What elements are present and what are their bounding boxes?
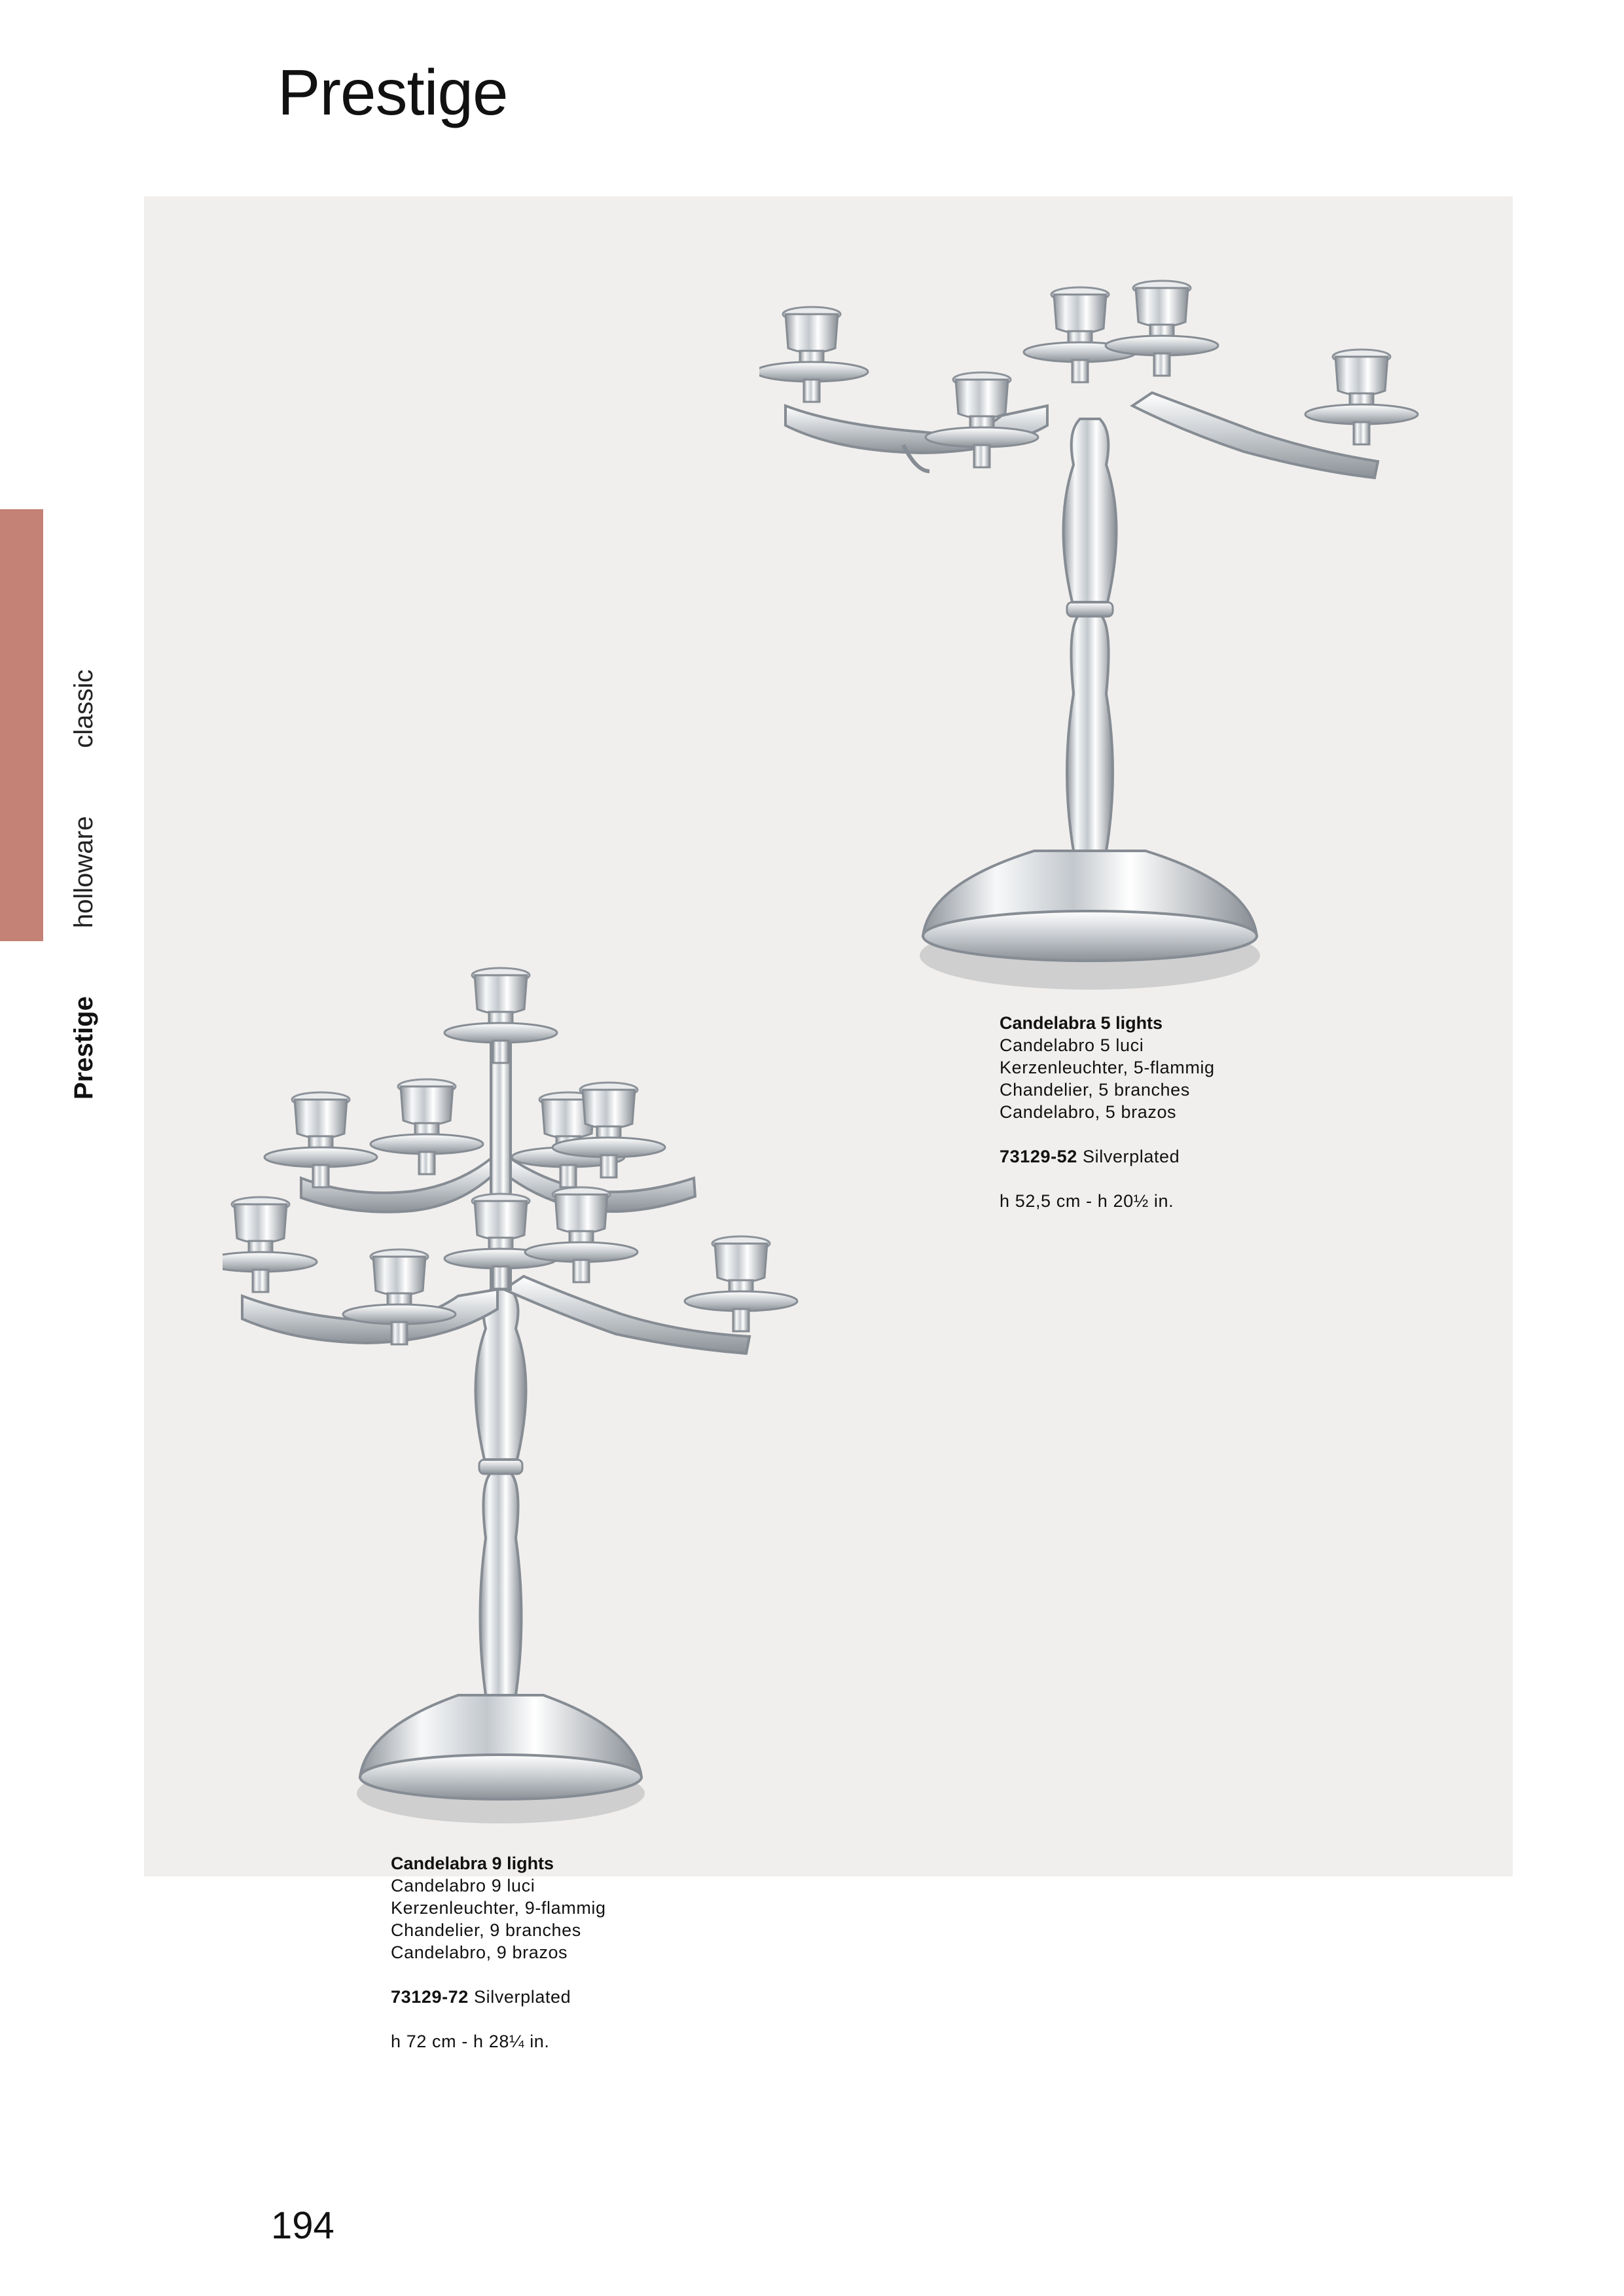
nav-item-classic[interactable]: classic [69, 669, 98, 748]
product-name: Candelabra 5 lights [1000, 1013, 1163, 1033]
section-accent-bar [0, 509, 43, 941]
product-finish: Silverplated [1083, 1147, 1180, 1166]
candelabra-5-lights-icon [759, 275, 1427, 995]
product-name-es: Candelabro, 9 brazos [391, 1943, 568, 1962]
product-name-de: Kerzenleuchter, 9-flammig [391, 1898, 606, 1918]
product-name-it: Candelabro 5 luci [1000, 1035, 1144, 1055]
side-navigation [71, 601, 97, 1100]
product-name-es: Candelabro, 5 brazos [1000, 1102, 1177, 1122]
product-code: 73129-52 [1000, 1147, 1077, 1166]
product-code-line [1000, 1145, 1215, 1168]
candelabra-9-lights-icon [223, 962, 799, 1826]
product-dimensions: h 72 cm - h 28¼ in. [391, 2032, 550, 2051]
page-number: 194 [271, 2204, 334, 2247]
product-caption [1000, 1012, 1215, 1212]
product-name-de: Kerzenleuchter, 5-flammig [1000, 1058, 1215, 1077]
page-title: Prestige [278, 56, 508, 128]
product-name-fr: Chandelier, 5 branches [1000, 1080, 1190, 1100]
product-code: 73129-72 [391, 1987, 469, 2007]
nav-item-holloware[interactable]: holloware [69, 816, 98, 929]
product-name: Candelabra 9 lights [391, 1854, 554, 1873]
product-caption [391, 1852, 606, 2053]
product-dimensions: h 52,5 cm - h 20½ in. [1000, 1191, 1174, 1211]
product-finish: Silverplated [474, 1987, 571, 2007]
product-name-it: Candelabro 9 luci [391, 1876, 535, 1895]
nav-item-prestige[interactable]: Prestige [69, 996, 98, 1100]
product-name-fr: Chandelier, 9 branches [391, 1920, 581, 1940]
product-code-line [391, 1986, 606, 2008]
